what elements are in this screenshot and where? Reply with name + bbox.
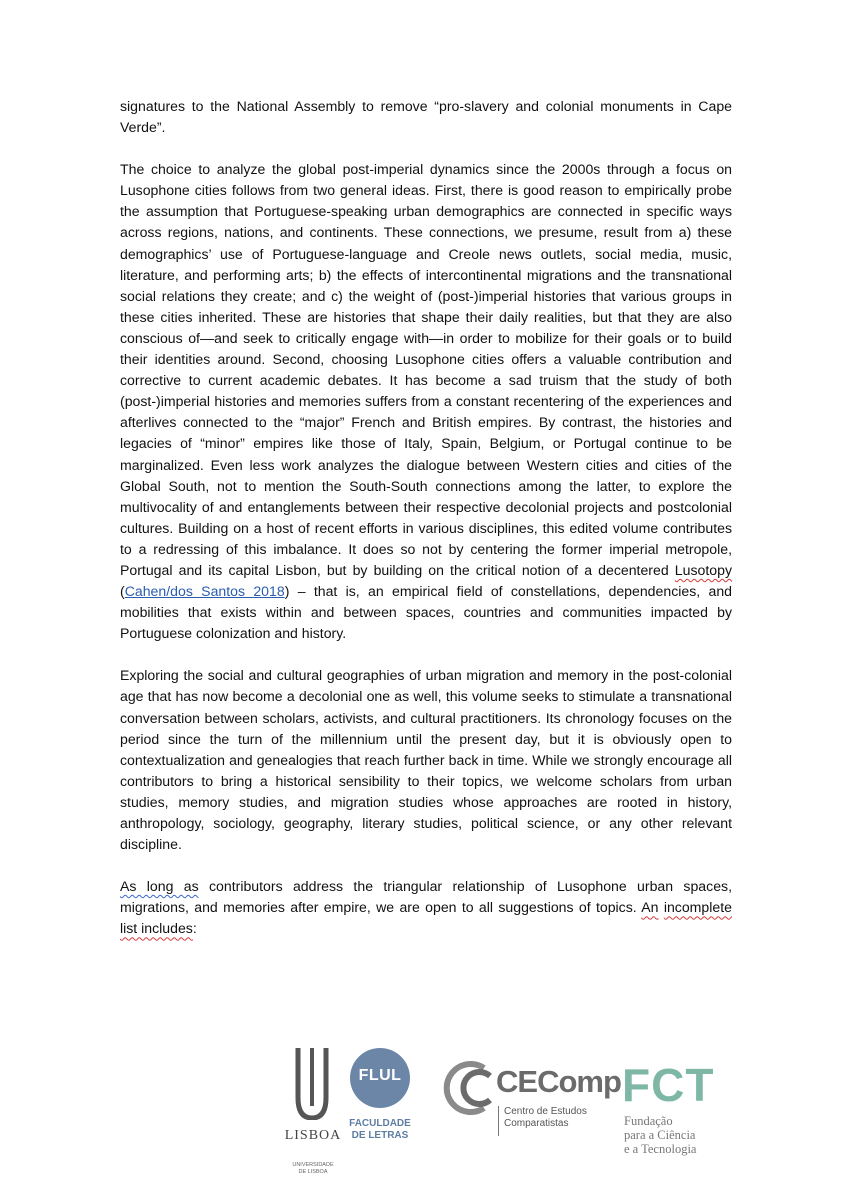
spellcheck-phrase-incomplete-list: incomplete list includes [120,899,732,937]
document-body [120,96,732,960]
cecomp-subtitle: Centro de Estudos Comparatistas [504,1106,587,1129]
paragraph-3: Exploring the social and cultural geographies of urban migration and memory in the post-colonial age that has now become a decolonial one as well, this volume seeks to stimulate a transnational conversation between scholars, activists, and cultural practitioners. Its chronology focuses on the period since the turn of the millennium until the present day, but it is obviously open to contextualization and genealogies that reach further back in time. While we strongly encourage all contributors to bring a historical sensibility to their topics, we welcome scholars from urban studies, memory studies, and migration studies whose approaches are rooted in history, anthropology, sociology, geography, literary studies, political science, or any other relevant discipline. [120,667,732,853]
flul-wordmark: FLUL [358,1067,402,1084]
cecomp-wordmark: CEComp [496,1064,621,1099]
paragraph-4 [120,876,732,939]
ulisboa-logo [282,1048,344,1198]
paragraph-1: signatures to the National Assembly to remove “pro-slavery and colonial monuments in Cape Verde”. [120,98,732,136]
ulisboa-subtitle: UNIVERSIDADE DE LISBOA [292,1162,334,1175]
paragraph-4-text: contributors address the triangular relationship of Lusophone urban spaces, migrations, and memories after empire, we are open to all suggestions of topics. [120,878,732,916]
ulisboa-wordmark: LISBOA [284,1128,342,1143]
flul-subtitle: FACULDADE DE LETRAS [349,1118,411,1141]
paragraph-2 [120,159,732,644]
cecomp-divider [498,1106,499,1136]
ulisboa-u-emblem-icon [292,1048,332,1120]
logo-strip [0,1030,852,1200]
grammar-flag-as-long-as: As long as [120,878,199,895]
spellcheck-word-lusotopy: Lusotopy [674,561,732,578]
paragraph-4-colon: : [192,920,197,937]
paragraph-2-text-a: The choice to analyze the global post-imperial dynamics since the 2000s through a focus on Lusophone cities follows from two general ideas. First, there is good reason to empirically probe the assumption that Portuguese-speaking urban demographics are connected in specific ways across regions, nations, and continents. These connections, we presume, result from a) these demographics’ use of Portuguese-language and Creole news outlets, social media, music, literature, and performing arts; b) the effects of intercontinental migrations and the transnational social relations they create; and c) the weight of (post-)imperial histories that various groups in these cities inherited. These are histories that shape their daily realities, but that they are also conscious of—and seek to critically engage with—in order to mobilize for their goals or to build their identities around. Second, choosing Lusophone cities offers a valuable contribution and corrective to current academic debates. It has become a sad truism that the study of both (post-)imperial histories and memories suffers from a constant recentering of the experiences and afterlives connected to the “major” French and British empires. By contrast, the histories and legacies of “minor” empires like those of Italy, Spain, Belgium, or Portugal continue to be marginalized. Even less work analyzes the dialogue between Western cities and cities of the Global South, not to mention the South-South connections among the latter, to explore the multivocality of and entanglements between their respective decolonial projects and postcolonial cultures. Building on a host of recent efforts in various disciplines, this edited volume contributes to a redressing of this imbalance. It does so not by centering the former imperial metropole, Portugal and its capital Lisbon, but by building on the critical notion of a decentered [120,161,732,578]
paragraph-2-text-b: ) – that is, an empirical field of constellations, dependencies, and mobilities that exists within and between spaces, countries and communities impacted by Portuguese colonization and history. [120,583,732,642]
fct-wordmark: FCT [622,1059,715,1111]
paragraph-2-open-paren: ( [120,583,125,600]
fct-logo [622,1059,732,1162]
spellcheck-word-an: An [641,899,659,916]
citation-link[interactable]: Cahen/dos Santos 2018 [124,583,285,600]
cecomp-logo [440,1052,621,1142]
fct-subtitle: Fundação para a Ciência e a Tecnologia [624,1114,697,1156]
flul-logo [346,1048,412,1178]
